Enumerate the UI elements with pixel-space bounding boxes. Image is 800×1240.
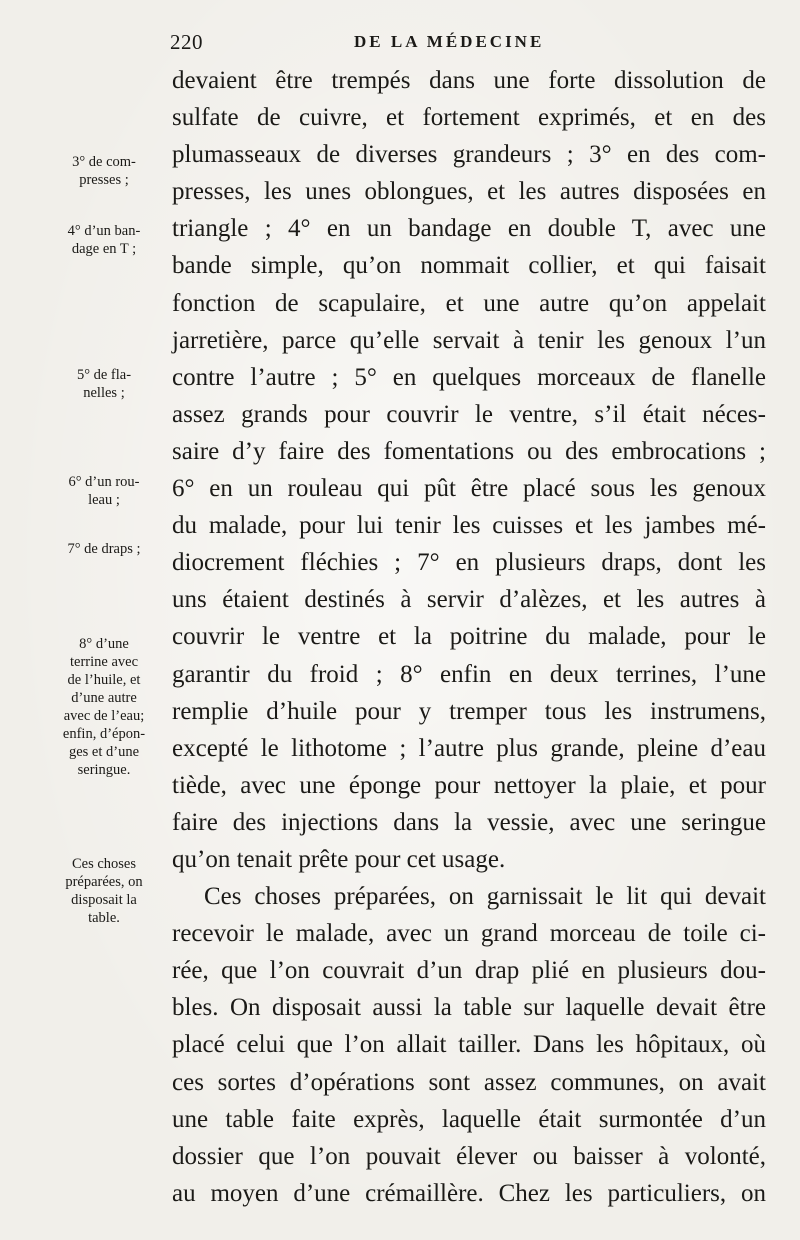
text-line: excepté le lithotome ; l’autre plus grande, pleine d’eau	[172, 734, 766, 762]
text-line: 6° en un rouleau qui pût être placé sous les genoux	[172, 475, 766, 503]
text-line: remplie d’huile pour y tremper tous les instrumens,	[172, 697, 766, 725]
text-line: au moyen d’une crémaillère. Chez les particuliers, on	[172, 1179, 766, 1207]
paragraph-start-line: Ces choses préparées, on garnissait le lit qui devait	[204, 883, 766, 911]
margin-note-sheets: 7° de draps ;	[67, 541, 141, 557]
text-line: devaient être trempés dans une forte dissolution de	[172, 67, 766, 94]
text-line: placé celui que l’on allait tailler. Dans les hôpitaux, où	[172, 1031, 766, 1059]
text-line: tiède, avec une éponge pour nettoyer la plaie, et pour	[172, 771, 766, 799]
text-line: diocrement fléchies ; 7° en plusieurs draps, dont les	[172, 549, 766, 577]
text-line: faire des injections dans la vessie, avec une seringue	[172, 808, 766, 836]
text-line: recevoir le malade, avec un grand morceau de toile ci-	[172, 920, 766, 948]
body-text	[172, 62, 766, 1212]
running-header	[170, 30, 760, 54]
running-title: DE LA MÉDECINE	[354, 32, 545, 51]
text-line: sulfate de cuivre, et fortement exprimés, et en des	[172, 104, 766, 132]
text-line: bande simple, qu’on nommait collier, et qui faisait	[172, 252, 766, 280]
text-line: ces sortes d’opérations sont assez communes, on avait	[172, 1068, 766, 1096]
text-line: garantir du froid ; 8° enfin en deux terrines, l’une	[172, 660, 766, 688]
text-line: contre l’autre ; 5° en quelques morceaux de flanelle	[172, 363, 766, 391]
text-line: bles. On disposait aussi la table sur laquelle devait être	[172, 994, 766, 1022]
text-line: saire d’y faire des fomentations ou des embrocations ;	[172, 437, 766, 465]
text-line: plumasseaux de diverses grandeurs ; 3° en des com-	[172, 141, 766, 169]
text-line: uns étaient destinés à servir d’alèzes, et les autres à	[172, 586, 766, 614]
text-line: dossier que l’on pouvait élever ou baisser à volonté,	[172, 1142, 766, 1170]
text-line: couvrir le ventre et la poitrine du malade, pour le	[172, 623, 766, 651]
text-line: du malade, pour lui tenir les cuisses et les jambes mé-	[172, 512, 766, 540]
text-line: fonction de scapulaire, et une autre qu’on appelait	[172, 289, 766, 317]
text-line: triangle ; 4° en un bandage en double T, avec une	[172, 215, 766, 243]
text-line: qu’on tenait prête pour cet usage.	[172, 845, 506, 873]
text-line: une table faite exprès, laquelle était surmontée d’un	[172, 1105, 766, 1133]
margin-note-compresses: 3° de com- presses ;	[72, 154, 136, 188]
text-line: assez grands pour couvrir le ventre, s’il était néces-	[172, 400, 766, 428]
margin-note-roll: 6° d’un rou- leau ;	[68, 474, 140, 508]
text-line: jarretière, parce qu’elle servait à tenir les genoux l’un	[172, 326, 766, 354]
margin-note-table: Ces choses préparées, on disposait la table.	[65, 856, 143, 926]
page-number: 220	[170, 30, 203, 54]
margin-note-flannels: 5° de fla- nelles ;	[76, 367, 132, 401]
text-line: presses, les unes oblongues, et les autres disposées en	[172, 178, 766, 206]
margin-note-basins: 8° d’une terrine avec de l’huile, et d’une autre avec de l’eau; enfin, d’épon- ges et d’une seringue.	[62, 636, 146, 778]
text-line: rée, que l’on couvrait d’un drap plié en plusieurs dou-	[172, 957, 766, 985]
margin-note-bandage: 4° d’un ban- dage en T ;	[67, 223, 141, 257]
